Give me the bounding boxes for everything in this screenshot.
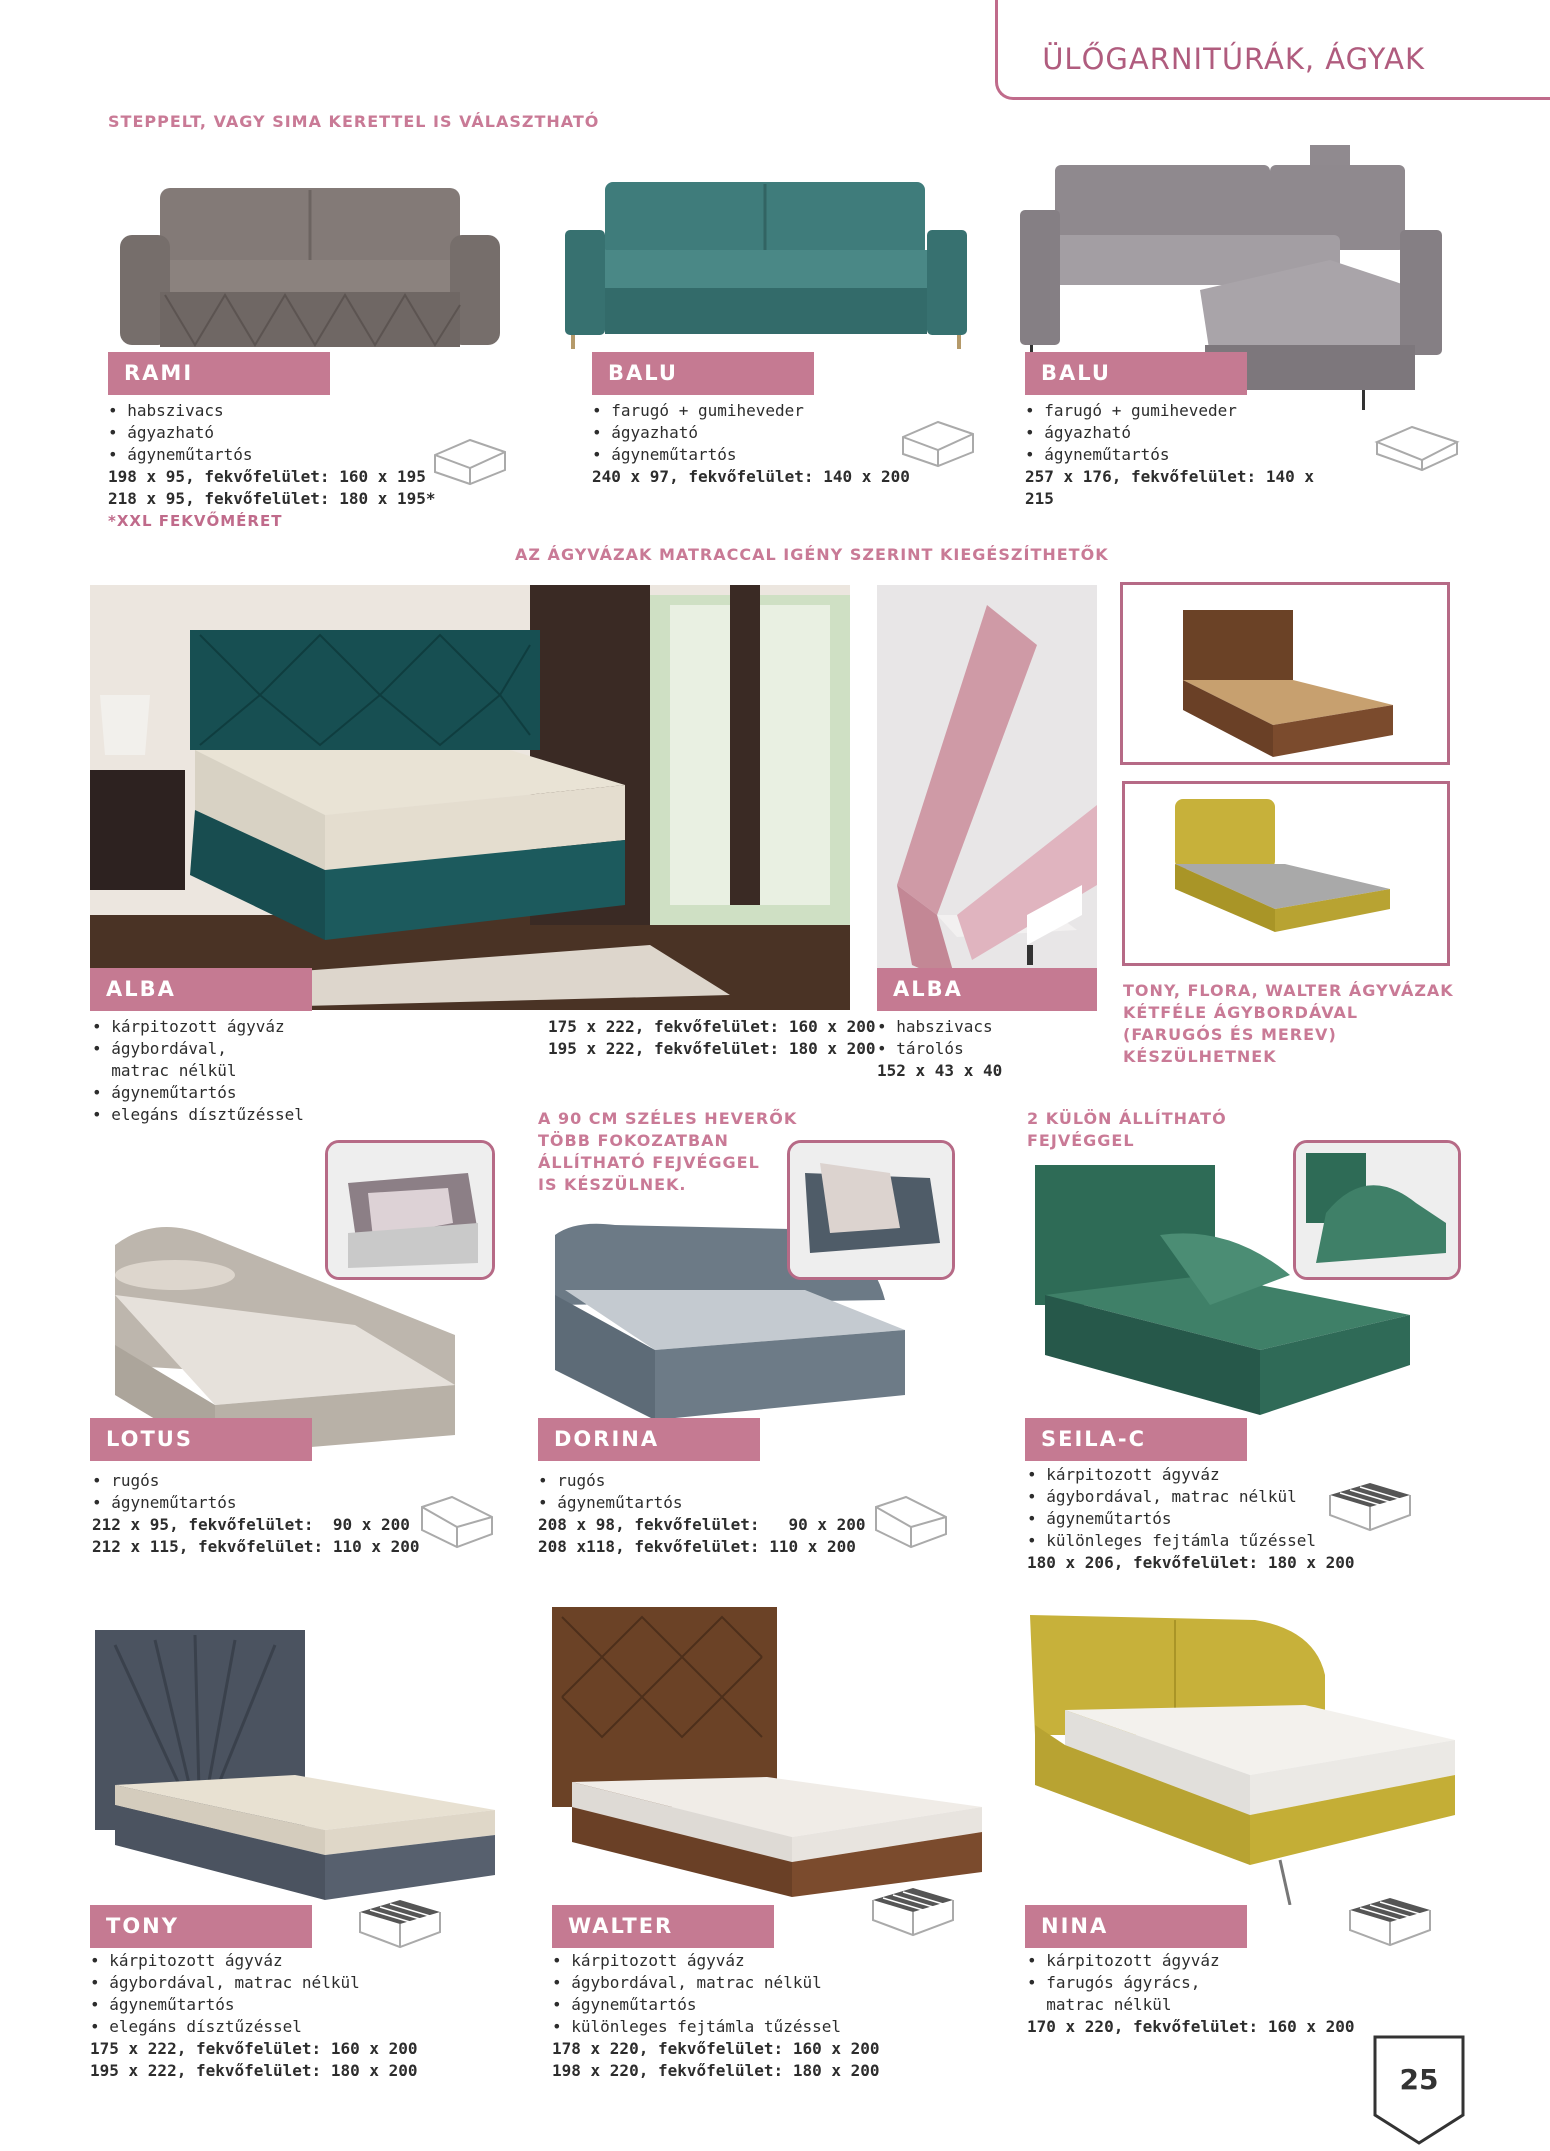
page-number xyxy=(1373,2035,1465,2145)
seila-feature: • különleges fejtámla tűzéssel xyxy=(1027,1531,1316,1550)
note-line: A 90 CM SZÉLES HEVERŐK xyxy=(538,1109,798,1128)
nina-frame-image xyxy=(1122,781,1450,966)
chapter-header xyxy=(995,0,1550,100)
note-line: 2 KÜLÖN ÁLLÍTHATÓ xyxy=(1027,1109,1227,1128)
slatted-base-icon xyxy=(1325,1475,1415,1545)
tony-feature: • elegáns díszt‍űzéssel xyxy=(90,2017,302,2036)
lotus-specs xyxy=(92,1470,442,1558)
seila-inset-image xyxy=(1293,1140,1461,1280)
note-fejveg xyxy=(1027,1108,1227,1152)
balu1-size: 240 x 97, fekvőfelület: 140 x 200 xyxy=(592,467,910,486)
rami-size: 198 x 95, fekvőfelület: 160 x 195 xyxy=(108,467,426,486)
seila-feature: • ágybordával, matrac nélkül xyxy=(1027,1487,1297,1506)
balu2-specs xyxy=(1025,400,1345,510)
lotus-feature: • ágyneműtartós xyxy=(92,1493,237,1512)
slatted-base-icon xyxy=(355,1892,445,1962)
dorina-feature: • ágyneműtartós xyxy=(538,1493,683,1512)
rami-label: RAMI xyxy=(108,352,330,395)
nina-size: 170 x 220, fekvőfelület: 160 x 200 xyxy=(1027,2017,1355,2036)
note-heverok xyxy=(538,1108,797,1196)
note-agyvazak xyxy=(1123,980,1454,1068)
dorina-specs xyxy=(538,1470,888,1558)
lotus-inset-image xyxy=(325,1140,495,1280)
walter-size: 178 x 220, fekvőfelület: 160 x 200 xyxy=(552,2039,880,2058)
corner-sofa-icon xyxy=(1372,402,1462,472)
tony-feature: • kárpitozott ágyváz xyxy=(90,1951,283,1970)
dorina-size: 208 x118, fekvőfelület: 110 x 200 xyxy=(538,1537,856,1556)
tony-size: 175 x 222, fekvőfelület: 160 x 200 xyxy=(90,2039,418,2058)
dorina-size: 208 x 98, fekvőfelület: 90 x 200 xyxy=(538,1515,866,1534)
rami-specs xyxy=(108,400,448,532)
balu1-specs xyxy=(592,400,912,488)
lotus-size: 212 x 115, fekvőfelület: 110 x 200 xyxy=(92,1537,420,1556)
balu2-feature: • ágyazható xyxy=(1025,423,1131,442)
note-line: TÖBB FOKOZATBAN xyxy=(538,1131,729,1150)
note-line: (FARUGÓS ÉS MEREV) xyxy=(1123,1025,1337,1044)
nina-feature: • farugós ágyrács, xyxy=(1027,1973,1201,1992)
walter-feature: • ágyneműtartós xyxy=(552,1995,697,2014)
balu2-feature: • farugó + gumiheveder xyxy=(1025,401,1237,420)
alba2-size: 152 x 43 x 40 xyxy=(877,1061,1003,1080)
sofa-bed-icon xyxy=(425,420,515,490)
rami-size: 218 x 95, fekvőfelület: 180 x 195* xyxy=(108,489,436,508)
alba2-label: ALBA xyxy=(877,968,1097,1011)
rami-feature: • habszivacs xyxy=(108,401,224,420)
rami-feature: • ágyneműtartós xyxy=(108,445,253,464)
balu1-feature: • ágyneműtartós xyxy=(592,445,737,464)
nina-specs xyxy=(1027,1950,1357,2038)
seila-feature: • kárpitozott ágyváz xyxy=(1027,1465,1220,1484)
walter-feature: • kárpitozott ágyváz xyxy=(552,1951,745,1970)
tony-size: 195 x 222, fekvőfelület: 180 x 200 xyxy=(90,2061,418,2080)
nina-label: NINA xyxy=(1025,1905,1247,1948)
alba1-size: 175 x 222, fekvőfelület: 160 x 200 xyxy=(548,1017,876,1036)
note-line: KÉSZÜLHETNEK xyxy=(1123,1047,1277,1066)
tony-feature: • ágybordával, matrac nélkül xyxy=(90,1973,360,1992)
dorina-feature: • rugós xyxy=(538,1471,606,1490)
seila-size: 180 x 206, fekvőfelület: 180 x 200 xyxy=(1027,1553,1355,1572)
walter-size: 198 x 220, fekvőfelület: 180 x 200 xyxy=(552,2061,880,2080)
seila-specs xyxy=(1027,1464,1357,1574)
alba1-feature: • elegáns dísztűzéssel xyxy=(92,1105,304,1124)
alba-bedroom-photo xyxy=(90,585,850,1010)
tony-specs xyxy=(90,1950,430,2082)
alba1-feature: • ágybordával, xyxy=(92,1039,227,1058)
balu1-feature: • ágyazható xyxy=(592,423,698,442)
balu2-feature: • ágyneműtartós xyxy=(1025,445,1170,464)
walter-label: WALTER xyxy=(552,1905,774,1948)
lotus-size: 212 x 95, fekvőfelület: 90 x 200 xyxy=(92,1515,410,1534)
rami-xxl-note: *XXL FEKVŐMÉRET xyxy=(108,512,283,530)
rami-feature: • ágyazható xyxy=(108,423,214,442)
balu2-label: BALU xyxy=(1025,352,1247,395)
balu-sofa-image xyxy=(565,180,970,350)
dorina-inset-image xyxy=(787,1140,955,1280)
note-line: KÉTFÉLE ÁGYBORDÁVAL xyxy=(1123,1003,1359,1022)
alba2-feature: • habszivacs xyxy=(877,1017,993,1036)
alba2-specs xyxy=(877,1016,1077,1082)
lotus-label: LOTUS xyxy=(90,1418,312,1461)
seila-label: SEILA-C xyxy=(1025,1418,1247,1461)
dorina-label: DORINA xyxy=(538,1418,760,1461)
walter-frame-image xyxy=(1120,582,1450,765)
balu1-label: BALU xyxy=(592,352,814,395)
balu1-feature: • farugó + gumiheveder xyxy=(592,401,804,420)
tony-label: TONY xyxy=(90,1905,312,1948)
alba1-label: ALBA xyxy=(90,968,312,1011)
slatted-base-icon xyxy=(868,1880,958,1950)
seila-feature: • ágyneműtartós xyxy=(1027,1509,1172,1528)
daybed-icon xyxy=(866,1482,956,1552)
rami-sofa-image xyxy=(115,180,505,350)
alba1-feature: matrac nélkül xyxy=(92,1061,237,1080)
nina-bed-image xyxy=(1025,1615,1460,1905)
slatted-base-icon xyxy=(1345,1890,1435,1960)
note-line: IS KÉSZÜLNEK. xyxy=(538,1175,687,1194)
note-steppelt: STEPPELT, VAGY SIMA KERETTEL IS VÁLASZTHATÓ xyxy=(108,112,600,131)
walter-bed-image xyxy=(552,1607,992,1907)
chapter-title: ÜLŐGARNITÚRÁK, ÁGYAK xyxy=(1042,42,1425,76)
balu2-size: 257 x 176, fekvőfelület: 140 x 215 xyxy=(1025,467,1314,508)
alba2-feature: • tárolós xyxy=(877,1039,964,1058)
note-matrac: AZ ÁGYVÁZAK MATRACCAL IGÉNY SZERINT KIEGÉSZÍTHETŐK xyxy=(515,545,1109,564)
page-number-text: 25 xyxy=(1399,2063,1439,2096)
daybed-icon xyxy=(412,1482,502,1552)
alba1-feature: • kárpitozott ágyváz xyxy=(92,1017,285,1036)
lotus-feature: • rugós xyxy=(92,1471,160,1490)
tony-bed-image xyxy=(95,1625,515,1905)
alba1-size: 195 x 222, fekvőfelület: 180 x 200 xyxy=(548,1039,876,1058)
alba1-features xyxy=(92,1016,392,1126)
walter-feature: • különleges fejtámla tűzéssel xyxy=(552,2017,841,2036)
alba1-sizes xyxy=(548,1016,888,1060)
note-line: FEJVÉGGEL xyxy=(1027,1131,1135,1150)
tony-feature: • ágyneműtartós xyxy=(90,1995,235,2014)
nina-feature: • kárpitozott ágyváz xyxy=(1027,1951,1220,1970)
note-line: ÁLLÍTHATÓ FEJVÉGGEL xyxy=(538,1153,760,1172)
walter-specs xyxy=(552,1950,892,2082)
sofa-bed-icon xyxy=(893,402,983,472)
nina-feature: matrac nélkül xyxy=(1027,1995,1172,2014)
walter-feature: • ágybordával, matrac nélkül xyxy=(552,1973,822,1992)
note-line: TONY, FLORA, WALTER ÁGYVÁZAK xyxy=(1123,981,1454,1000)
alba1-feature: • ágyneműtartós xyxy=(92,1083,237,1102)
alba-storage-photo xyxy=(877,585,1097,1010)
